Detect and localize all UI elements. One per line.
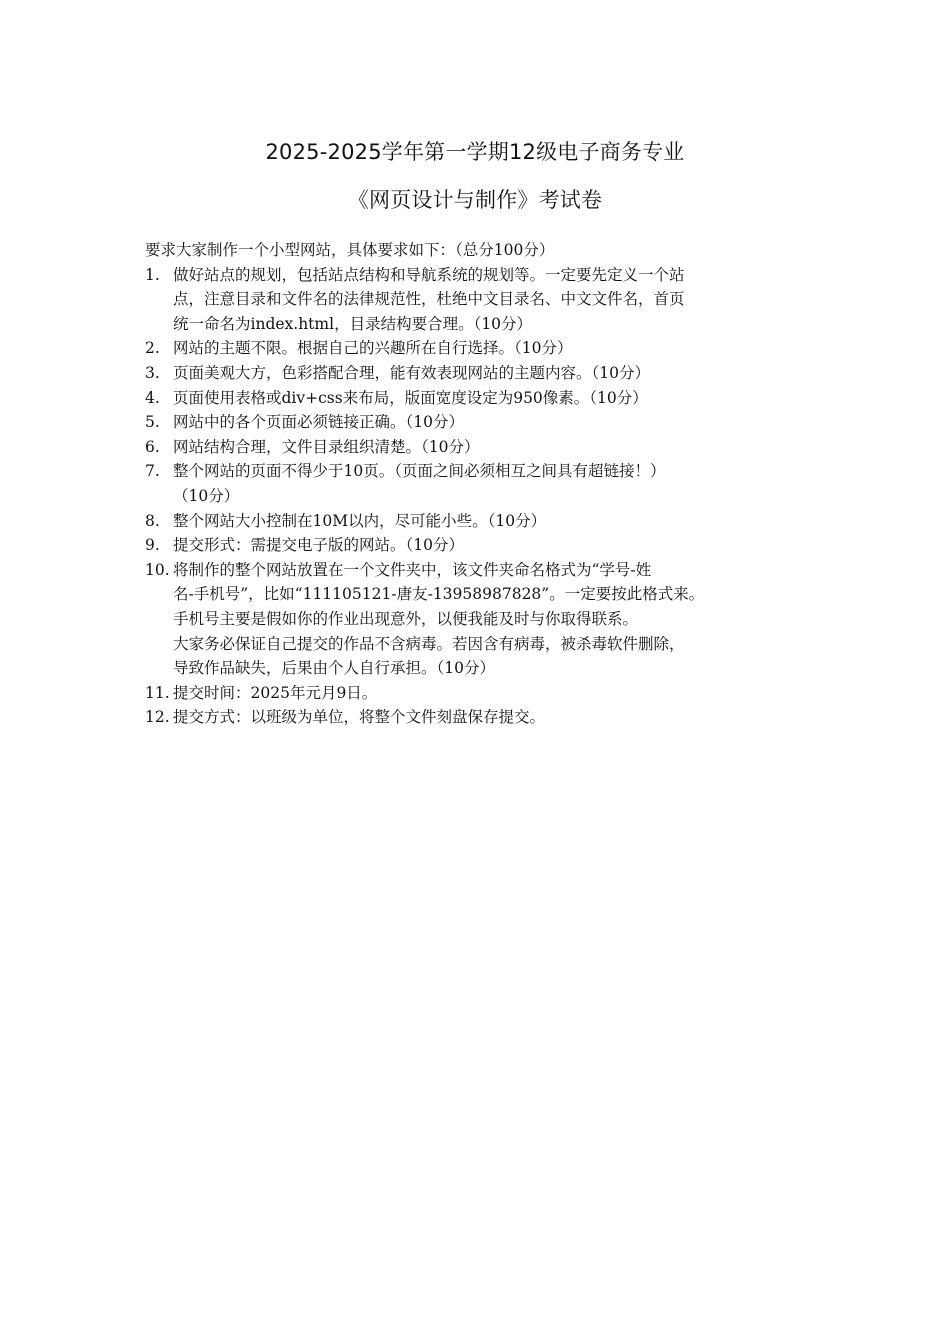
item-line: 做好站点的规划，包括站点结构和导航系统的规划等。一定要先定义一个站 [173,265,685,284]
item-line: 网站中的各个页面必须链接正确。（10分） [173,413,464,432]
intro-text: 要求大家制作一个小型网站，具体要求如下：（总分100分） [145,241,555,259]
item-line: 网站的主题不限。根据自己的兴趣所在自行选择。（10分） [173,339,573,358]
list-item [145,533,825,558]
item-line: 统一命名为index.html，目录结构要合理。（10分） [173,314,533,333]
item-text [173,705,825,730]
requirements-section [145,238,825,730]
item-text [173,558,825,681]
list-item [145,361,825,386]
item-text [173,410,825,435]
list-item [145,336,825,361]
item-line: （10分） [173,486,240,505]
list-item [145,705,825,730]
document-subtitle: 《网页设计与制作》考试卷 [347,188,603,212]
item-line: 整个网站大小控制在10M以内，尽可能小些。（10分） [173,511,547,530]
item-number: 11. [145,683,170,702]
item-number: 3. [145,363,160,382]
item-line: 页面使用表格或div+css来布局，版面宽度设定为950像素。（10分） [173,388,648,407]
item-line: 提交形式：需提交电子版的网站。（10分） [173,536,464,555]
list-item [145,435,825,460]
item-text [173,386,825,411]
item-line: 大家务必保证自己提交的作品不含病毒。若因含有病毒，被杀毒软件删除， [173,634,685,653]
item-text [173,681,825,706]
list-item [145,681,825,706]
list-item [145,509,825,534]
item-line: 提交时间：2025年元月9日。 [173,683,378,702]
item-line: 网站结构合理，文件目录组织清楚。（10分） [173,437,480,456]
item-line: 页面美观大方，色彩搭配合理，能有效表现网站的主题内容。（10分） [173,363,650,382]
list-item [145,263,825,337]
item-line: 点，注意目录和文件名的法律规范性，杜绝中文目录名、中文文件名，首页 [173,290,685,309]
item-number: 12. [145,708,170,727]
item-number: 10. [145,560,170,579]
item-number: 5. [145,413,160,432]
item-text [173,361,825,386]
item-text [173,435,825,460]
item-line: 名-手机号”，比如“111105121-唐友-13958987828”。一定要按此格式来。 [173,585,705,604]
item-text [173,533,825,558]
item-line: 整个网站的页面不得少于10页。（页面之间必须相互之间具有超链接！） [173,462,666,481]
item-line: 提交方式：以班级为单位，将整个文件刻盘保存提交。 [173,708,546,727]
item-number: 7. [145,462,160,481]
item-text [173,263,825,337]
item-number: 9. [145,536,160,555]
item-number: 4. [145,388,160,407]
item-number: 2. [145,339,160,358]
list-item [145,558,825,681]
list-item [145,386,825,411]
item-line: 手机号主要是假如你的作业出现意外，以便我能及时与你取得联系。 [173,609,639,628]
item-number: 8. [145,511,160,530]
item-text [173,336,825,361]
list-item [145,459,825,508]
item-line: 将制作的整个网站放置在一个文件夹中，该文件夹命名格式为“学号-姓 [173,560,652,579]
item-text [173,509,825,534]
item-text [173,459,825,508]
document-title: 2025-2025学年第一学期12级电子商务专业 [265,140,685,164]
item-number: 6. [145,437,160,456]
item-number: 1. [145,265,160,284]
list-item [145,410,825,435]
item-line: 导致作品缺失，后果由个人自行承担。（10分） [173,659,495,678]
